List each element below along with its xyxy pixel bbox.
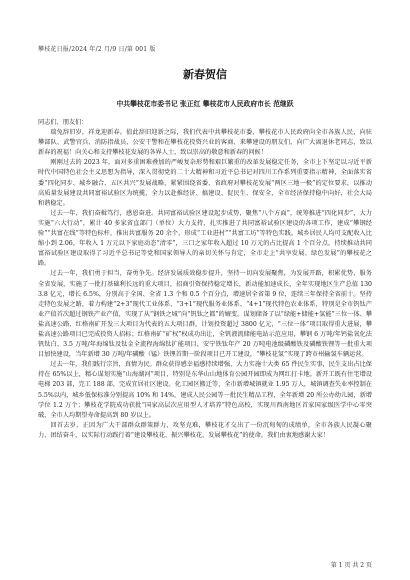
- article-title: 新春贺信: [183, 68, 227, 81]
- article-body: [38, 118, 372, 550]
- page-number: 第 1 页 共 2 页: [330, 562, 372, 569]
- byline: 中共攀枝花市委书记 张正红 攀枝花市人民政府市长 范继跃: [116, 100, 294, 108]
- paragraph: 过去一年，我们勇于担当，奋勇争先。经济发展质效稳步提升，坚持一切向发展聚焦，为发展开路，积累优势，服务全省发展，实施了一批打基础利长远的重大项目，招商引资保持稳定增长，新动能加速成长，全年实现地区生产总值 1303.8 亿元，增长 6.5%，分别高于全国、全省 1.3 个和 0.5 个百分点，增速居全省第 9 位，连续三年保持全省前十。坚持走特色发展之路，着力构建“2+3”现代工业体系、“3+1”现代服务业体系、“4+1”现代特色农业体系，特别是全市钒钛产业产值首次超过钢铁产业产值，实现了从“钢铁之城”向“钒钛之都”的嬗变。谋划储备了以“绿能+储能+氢能”三位一体、攀盐高速公路、红格南矿开发三大项目为代表的五大项目群，计划投资超过 3800 亿元，“三位一体”项目取得重大进展，攀盐高速公路项目已完成投资人招标；红格南矿“矿权”权成功出让，全钒液流储能电站示范应用，攀钢 6 万吨/年钙盐氧化法钒钛白、3.5 万吨/年海绵钛及钛金全流程海绵钛扩能项目、安宁铁钛年产 20 万吨电池级磷酸铁及磷酸铁锂等一批重大项目加快建设，当年新增 30 万吨/年磷酸（锰）铁锂首期一阶段项目已开工建设，“攀枝花氢”实现了跨市州输氢车辆运营。: [38, 270, 372, 359]
- paragraph: 刚刚过去的 2023 年，面对多重困难叠加的严峻复杂形势和艰巨繁重的改革发展稳定任务，全市上下坚定以习近平新时代中国特色社会主义思想为指导，深入贯彻党的二十大精神和习近平总书记对四川工作系列重要指示精神，全面落实省委“四化同步、城乡融合、五区共兴”发展战略，紧紧围绕省委、省政府对攀枝花发展“两区三地一极”的定位要求，以推动高质量发展建设共同富裕试验区为统揽，全力以赴推经济、搞建设、促民生、保安全，全市经济保持稳中向好，社会大局和谐稳定。: [38, 159, 372, 207]
- masthead: 攀枝花日报/2024 年/2 月/9 日/第 001 版: [38, 46, 156, 53]
- paragraph: 过去一年，我们践行宗旨，真情为民。群众获得感幸福感持续增强，大力实施十大类 65 件民生实事，民生支出占比保持在 65%以上，精心谋划实施“山海湖河”项目，特别是东华山山地体育公园开园即成为网红打卡地。新开工既有住宅增设电梯 203 部，完工 188 部，完成宜居社区建设、化工园区搬迁等，全市新增城镇就业 1.95 万人，城镇调查失业率控制在 5.5%以内，城乡低保标准分别提高 10% 和 14%，建成人民公园等一批民生精品工程，全年新增 20 所公办幼儿园，新增学位 1.2 万个；攀枝花学院成功获批“国家高层次应用型人才培养”特色高校，实现川西南地区首家国家级医学中心零突破，全市人均期望寿命提高到 80 岁以上。: [38, 361, 372, 419]
- paragraph: 瑞兔辞旧岁，祥龙迎新春。值此辞旧迎新之际，我们代表中共攀枝花市委、攀枝花市人民政府向全市各族人民，向驻攀部队、武警官兵、消防指战员、公安干警和在攀枝花投资兴业的客商、来攀建设的朋友们，向广大离退休老同志，致以新春的祝福！向关心和支持攀枝花发展的各界人士，致以崇高的敬意和新春的问候！: [38, 129, 372, 157]
- paragraph: 回首去岁，正因为广大干部群众群策群力、攻坚克难，攀枝花才交出了一份沉甸甸的成绩单，全市各族人民凝心聚力、团结奋斗，以实际行动践行着“建设攀枝花、振兴攀枝花、发展攀枝花”的使命。我们由衷地感谢大家！: [38, 421, 372, 439]
- salutation: 同志们、朋友们：: [38, 119, 88, 126]
- paragraph: 过去一年，我们奋楫笃行，感恩奋进。共同富裕试验区建设起步成势，聚焦“八个方面”，统筹推进“四化同步”，大力实施“六大行动”，累计 40 多家省直部门（单位）大力支持，扎实推进了共同富裕试验区建设的各项工作，建成“攀钢经验”“共富在线”等特色标杆，推出共富服务 20 余个，形成“工业进村”“共富工坊”等特色实践。城乡居民人均可支配收入比缩小到 2.06，年收入 1 万元以下家庭动态“清零”，三口之家年收入超过 10 万元的占比提高 1 个百分点，持续推动共同富裕试验区建设取得了习近平总书记等党和国家领导人的亲切关怀与肯定，全市走上“共享发展、绿色发展”的攀枝花之路。: [38, 209, 372, 268]
